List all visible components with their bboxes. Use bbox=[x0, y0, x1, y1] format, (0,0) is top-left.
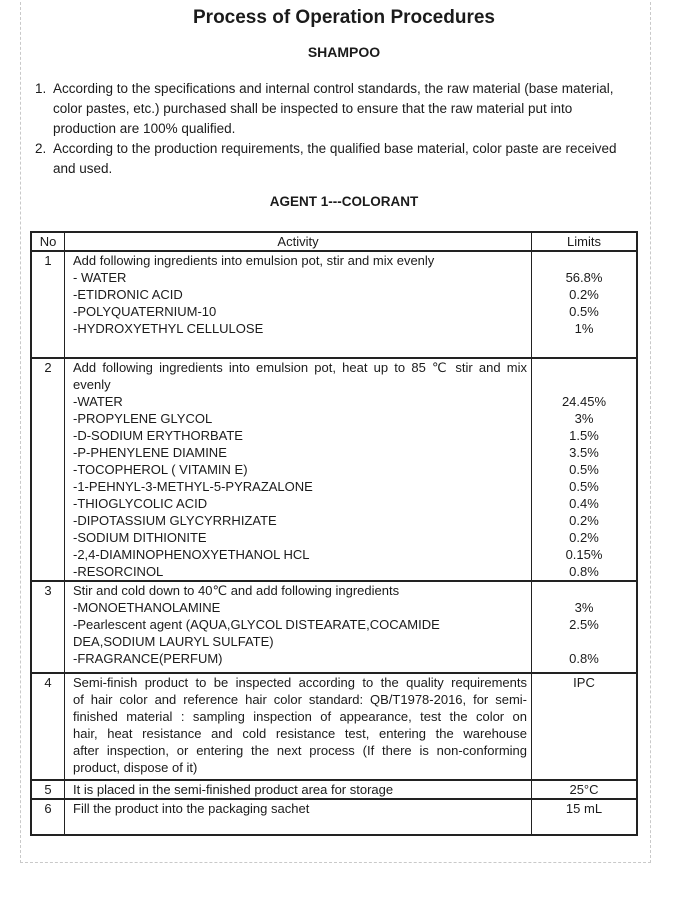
procedure-table bbox=[30, 231, 638, 836]
table-row bbox=[32, 580, 636, 672]
table-row bbox=[32, 672, 636, 779]
intro-item-text: According to the production requirements, the qualified base material, color paste are received and used. bbox=[53, 141, 617, 176]
table-header-row bbox=[32, 233, 636, 250]
intro-item-number: 2. bbox=[35, 141, 47, 156]
cell-activity: Add following ingredients into emulsion pot, stir and mix evenly - WATER -ETIDRONIC ACID -POLYQUATERNIUM-10 -HYDROXYETHYL CELLULOSE bbox=[65, 252, 532, 357]
product-subtitle: SHAMPOO bbox=[307, 44, 381, 60]
intro-item-text: According to the specifications and internal control standards, the raw material (base material, color pastes, etc.) purchased shall be inspected to ensure that the raw material put into production are 100% qualified. bbox=[53, 81, 614, 136]
cell-activity: Add following ingredients into emulsion pot, heat up to 85 ℃ stir and mix evenly -WATER -PROPYLENE GLYCOL -D-SODIUM ERYTHORBATE -P-PHENYLENE DIAMINE -TOCOPHEROL ( VITAMIN E) -1-PEHNYL-3-METHYL-5-PYRAZALONE -THIOGLYCOLIC ACID -DIPOTASSIUM GLYCYRRHIZATE -SODIUM DITHIONITE -2,4-DIAMINOPHENOXYETHANOL HCL -RESORCINOL bbox=[65, 359, 532, 580]
cell-row-number: 2 bbox=[32, 359, 65, 580]
table-row bbox=[32, 357, 636, 580]
header-cell-limits: Limits bbox=[567, 234, 601, 249]
table-row bbox=[32, 779, 636, 798]
cell-row-number: 3 bbox=[32, 582, 65, 672]
intro-item bbox=[35, 139, 660, 179]
cell-limits: 25°C bbox=[569, 782, 599, 797]
cell-activity: Stir and cold down to 40℃ and add following ingredients -MONOETHANOLAMINE -Pearlescent agent (AQUA,GLYCOL DISTEARATE,COCAMIDE DEA,SODIUM LAURYL SULFATE) -FRAGRANCE(PERFUM) bbox=[65, 582, 532, 672]
intro-list bbox=[35, 79, 660, 179]
cell-activity: Semi-finish product to be inspected according to the quality requirements of hair color and reference hair color standard: QB/T1978-2016, for semi- finished material : sampling inspection of appearance, test the color on hair, heat resistance and cold resistance test, entering the warehouse after inspection, or entering the next process (If there is non-conforming product, dispose of it) bbox=[65, 674, 532, 779]
cell-activity: It is placed in the semi-finished product area for storage bbox=[65, 781, 532, 798]
intro-item bbox=[35, 79, 660, 139]
cell-limits: 56.8% 0.2% 0.5% 1% bbox=[565, 270, 603, 336]
cell-row-number: 1 bbox=[32, 252, 65, 357]
cell-limits: 3% 2.5% 0.8% bbox=[569, 600, 599, 666]
table-row bbox=[32, 250, 636, 357]
intro-item-number: 1. bbox=[35, 81, 47, 96]
header-cell-activity: Activity bbox=[65, 233, 532, 250]
cell-row-number: 5 bbox=[32, 781, 65, 798]
cell-limits: 15 mL bbox=[565, 801, 603, 816]
cell-row-number: 6 bbox=[32, 800, 65, 834]
cell-limits: IPC bbox=[573, 675, 595, 690]
table-row bbox=[32, 798, 636, 834]
page-title: Process of Operation Procedures bbox=[193, 7, 495, 28]
cell-limits: 24.45% 3% 1.5% 3.5% 0.5% 0.5% 0.4% 0.2% 0.2% 0.15% 0.8% bbox=[561, 394, 607, 579]
section-heading: AGENT 1---COLORANT bbox=[269, 194, 419, 209]
cell-activity: Fill the product into the packaging sachet bbox=[65, 800, 532, 834]
header-cell-no: No bbox=[32, 233, 65, 250]
cell-row-number: 4 bbox=[32, 674, 65, 779]
